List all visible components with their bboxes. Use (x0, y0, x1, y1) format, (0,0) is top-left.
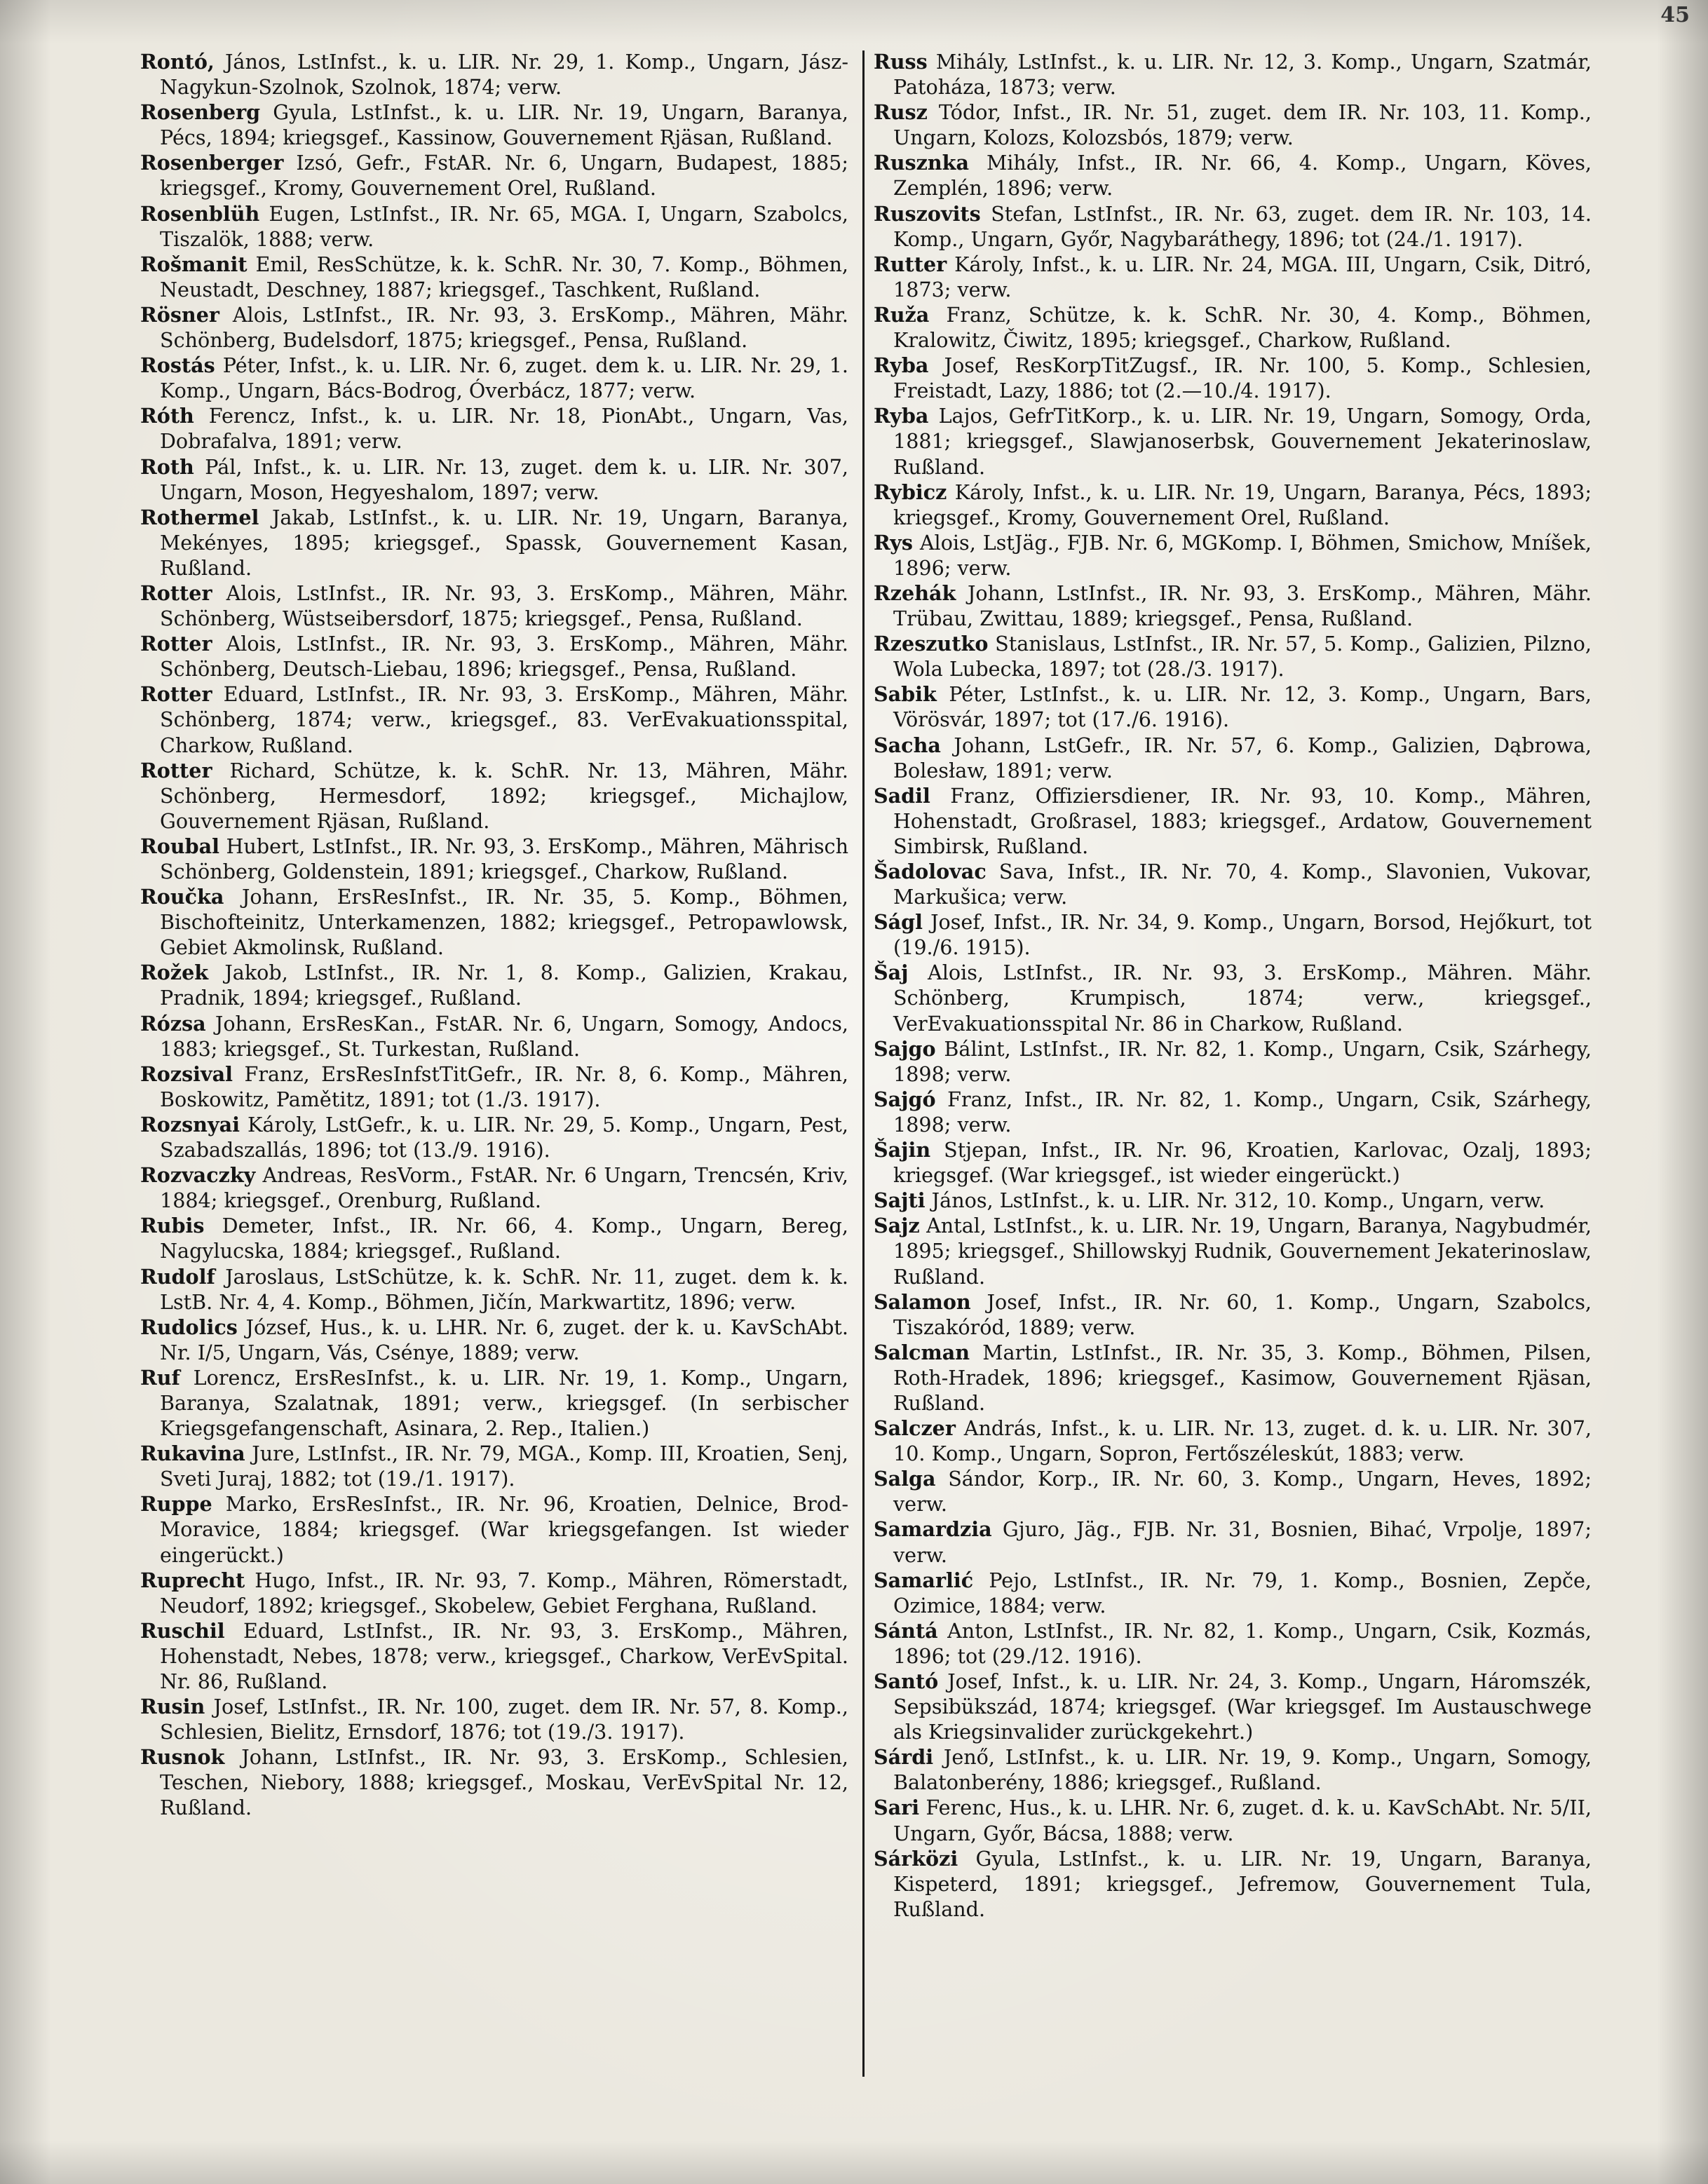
entry-surname: Šadolovac (874, 860, 987, 883)
entry-details: Károly, LstGefr., k. u. LIR. Nr. 29, 5. Komp., Ungarn, Pest, Szabadszallás, 1896; tot (13./9. 1916). (160, 1112, 848, 1162)
entry-surname: Rožek (140, 961, 209, 985)
entry-details: Franz, Infst., IR. Nr. 82, 1. Komp., Ungarn, Csik, Szárhegy, 1898; verw. (893, 1087, 1592, 1137)
register-entry (874, 1289, 1592, 1340)
register-entry (140, 1011, 848, 1062)
entry-surname: Ságl (874, 910, 923, 935)
register-entry (140, 403, 848, 454)
register-entry (140, 1491, 848, 1567)
entry-details: Ferenc, Hus., k. u. LHR. Nr. 6, zuget. d. k. u. KavSchAbt. Nr. 5/II, Ungarn, Győr, Bácsa, 1888; verw. (893, 1796, 1592, 1845)
entry-surname: Ruschil (140, 1618, 225, 1643)
register-entry (874, 150, 1592, 201)
entry-details: Jaroslaus, LstSchütze, k. k. SchR. Nr. 11, zuget. dem k. k. LstB. Nr. 4, 4. Komp., Böhmen, Jičín, Markwartitz, 1896; verw. (160, 1264, 848, 1314)
register-entry (874, 302, 1592, 353)
entry-details: Hugo, Infst., IR. Nr. 93, 7. Komp., Mähren, Römerstadt, Neudorf, 1892; kriegsgef., Skobelew, Gebiet Ferghana, Rußland. (160, 1568, 848, 1617)
entry-details: Johann, ErsResKan., FstAR. Nr. 6, Ungarn, Somogy, Andocs, 1883; kriegsgef., St. Turkestan, Rußland. (160, 1011, 848, 1061)
entry-details: János, LstInfst., k. u. LIR. Nr. 312, 10. Komp., Ungarn, verw. (925, 1188, 1545, 1213)
entry-surname: Rošmanit (140, 252, 248, 276)
entry-surname: Rzeszutko (874, 632, 989, 656)
entry-details: András, Infst., k. u. LIR. Nr. 13, zuget. d. k. u. LIR. Nr. 307, 10. Komp., Ungarn, Sopron, Fertőszéleskút, 1883; verw. (893, 1416, 1592, 1466)
entry-surname: Salcman (874, 1340, 970, 1364)
entry-details: Josef, LstInfst., IR. Nr. 100, zuget. dem IR. Nr. 57, 8. Komp., Schlesien, Bielitz, Ernsdorf, 1876; tot (19./3. 1917). (160, 1695, 848, 1744)
entry-details: Péter, LstInfst., k. u. LIR. Nr. 12, 3. Komp., Ungarn, Bars, Vörösvár, 1897; tot (17./6. 1916). (893, 682, 1592, 732)
entry-surname: Rosenblüh (140, 201, 260, 226)
entry-details: Eugen, LstInfst., IR. Nr. 65, MGA. I, Ungarn, Szabolcs, Tiszalök, 1888; verw. (160, 201, 848, 251)
register-entry (874, 252, 1592, 302)
register-entry (140, 1062, 848, 1112)
entry-details: Josef, ResKorpTitZugsf., IR. Nr. 100, 5. Komp., Schlesien, Freistadt, Lazy, 1886; tot (2.—10./4. 1917). (893, 353, 1592, 403)
entry-surname: Sárközi (874, 1846, 958, 1871)
register-entry (140, 454, 848, 505)
register-entry (140, 302, 848, 353)
register-entry (140, 884, 848, 960)
entry-details: József, Hus., k. u. LHR. Nr. 6, zuget. der k. u. KavSchAbt. Nr. I/5, Ungarn, Vás, Csénye, 1889; verw. (160, 1315, 848, 1364)
entry-details: Gjuro, Jäg., FJB. Nr. 31, Bosnien, Bihać, Vrpolje, 1897; verw. (893, 1517, 1592, 1567)
entry-surname: Šajin (874, 1138, 931, 1162)
entry-surname: Rothermel (140, 505, 259, 529)
register-entry (140, 1213, 848, 1263)
register-entry (874, 1744, 1592, 1795)
entry-details: Andreas, ResVorm., FstAR. Nr. 6 Ungarn, Trencsén, Kriv, 1884; kriegsgef., Orenburg, Rußland. (160, 1163, 848, 1213)
page-number: 45 (1660, 3, 1690, 27)
entry-details: Josef, Infst., IR. Nr. 60, 1. Komp., Ungarn, Szabolcs, Tiszakóród, 1889; verw. (893, 1289, 1592, 1339)
entry-details: Anton, LstInfst., IR. Nr. 82, 1. Komp., Ungarn, Csik, Kozmás, 1896; tot (29./12. 1916). (893, 1618, 1592, 1668)
register-entry (874, 859, 1592, 909)
register-entry (140, 834, 848, 884)
entry-surname: Rusznka (874, 151, 970, 175)
entry-surname: Rotter (140, 581, 212, 605)
entry-surname: Samardzia (874, 1517, 992, 1542)
register-entry (140, 1264, 848, 1315)
register-entry (140, 100, 848, 150)
entry-details: Jakab, LstInfst., k. u. LIR. Nr. 19, Ungarn, Baranya, Mekényes, 1895; kriegsgef., Spassk, Gouvernement Kasan, Rußland. (160, 505, 848, 580)
entry-surname: Rontó, (140, 50, 215, 74)
entry-details: Franz, ErsResInfstTitGefr., IR. Nr. 8, 6. Komp., Mähren, Boskowitz, Pamětitz, 1891; tot (1./3. 1917). (160, 1062, 848, 1111)
entry-details: Alois, LstInfst., IR. Nr. 93, 3. ErsKomp., Mähren, Mähr. Schönberg, Wüstseibersdorf, 1875; kriegsgef., Pensa, Rußland. (160, 581, 848, 631)
entry-surname: Sabik (874, 682, 937, 707)
entry-surname: Ruf (140, 1365, 180, 1390)
entry-details: Mihály, Infst., IR. Nr. 66, 4. Komp., Ungarn, Köves, Zemplén, 1896; verw. (893, 151, 1592, 201)
right-column (874, 49, 1592, 1922)
register-entry (140, 1441, 848, 1491)
register-entry (140, 1618, 848, 1694)
entry-surname: Rubis (140, 1214, 205, 1238)
entry-details: Richard, Schütze, k. k. SchR. Nr. 13, Mähren, Mähr. Schönberg, Hermesdorf, 1892; kriegsgef., Michajlow, Gouvernement Rjäsan, Rußland. (160, 758, 848, 833)
entry-details: Alois, LstInfst., IR. Nr. 93, 3. ErsKomp., Mähren, Mähr. Schönberg, Deutsch-Liebau, 1896; kriegsgef., Pensa, Rußland. (160, 632, 848, 681)
register-entry (874, 530, 1592, 581)
entry-details: Ferencz, Infst., k. u. LIR. Nr. 18, PionAbt., Ungarn, Vas, Dobrafalva, 1891; verw. (160, 404, 848, 454)
entry-surname: Sajgó (874, 1087, 936, 1111)
register-entry (140, 353, 848, 403)
register-entry (874, 1568, 1592, 1618)
entry-details: Josef, Infst., IR. Nr. 34, 9. Komp., Ungarn, Borsod, Hejőkurt, tot (19./6. 1915). (893, 910, 1592, 960)
register-entry (874, 1846, 1592, 1922)
register-entry (140, 631, 848, 681)
entry-details: Eduard, LstInfst., IR. Nr. 93, 3. ErsKomp., Mähren, Mähr. Schönberg, 1874; verw., kriegsgef., 83. VerEvakuationsspital, Charkow, Rußland. (160, 682, 848, 757)
register-entry (874, 403, 1592, 479)
entry-details: Izsó, Gefr., FstAR. Nr. 6, Ungarn, Budapest, 1885; kriegsgef., Kromy, Gouvernement Orel, Rußland. (160, 151, 848, 201)
entry-surname: Rózsa (140, 1011, 206, 1036)
entry-details: Károly, Infst., k. u. LIR. Nr. 24, MGA. III, Ungarn, Csik, Ditró, 1873; verw. (893, 252, 1592, 301)
register-entry (140, 1112, 848, 1162)
entry-details: Stefan, LstInfst., IR. Nr. 63, zuget. dem IR. Nr. 103, 14. Komp., Ungarn, Győr, Nagybaráthegy, 1896; tot (24./1. 1917). (893, 201, 1592, 251)
entry-details: Jakob, LstInfst., IR. Nr. 1, 8. Komp., Galizien, Krakau, Pradnik, 1894; kriegsgef., Rußland. (160, 961, 848, 1010)
entry-surname: Rozsival (140, 1062, 233, 1086)
entry-details: Lorencz, ErsResInfst., k. u. LIR. Nr. 19, 1. Komp., Ungarn, Baranya, Szalatnak, 1891; verw., kriegsgef. (In serbischer Kriegsgefangenschaft, Asinara, 2. Rep., Italien.) (160, 1365, 848, 1441)
entry-details: Alois, LstInfst., IR. Nr. 93, 3. ErsKomp., Mähren. Mähr. Schönberg, Krumpisch, 1874; verw., kriegsgef., VerEvakuationsspital Nr. 86 in Charkow, Rußland. (893, 961, 1592, 1036)
entry-surname: Rys (874, 530, 913, 555)
entry-details: Sándor, Korp., IR. Nr. 60, 3. Komp., Ungarn, Heves, 1892; verw. (893, 1467, 1592, 1517)
entry-surname: Sajz (874, 1214, 920, 1238)
entry-details: Pejo, LstInfst., IR. Nr. 79, 1. Komp., Bosnien, Zepče, Ozimice, 1884; verw. (893, 1568, 1592, 1617)
register-entry (874, 1087, 1592, 1137)
register-entry (874, 201, 1592, 252)
entry-details: Johann, LstInfst., IR. Nr. 93, 3. ErsKomp., Mähren, Mähr. Trübau, Zwittau, 1889; kriegsgef., Pensa, Rußland. (893, 581, 1592, 631)
register-entry (874, 1416, 1592, 1466)
entry-surname: Rozsnyai (140, 1112, 240, 1137)
entry-surname: Ryba (874, 404, 929, 428)
entry-details: Lajos, GefrTitKorp., k. u. LIR. Nr. 19, Ungarn, Somogy, Orda, 1881; kriegsgef., Slawjanoserbsk, Gouvernement Jekaterinoslaw, Rußland. (893, 404, 1592, 479)
entry-details: Sava, Infst., IR. Nr. 70, 4. Komp., Slavonien, Vukovar, Markušica; verw. (893, 860, 1592, 909)
register-entry (874, 681, 1592, 732)
entry-details: Alois, LstInfst., IR. Nr. 93, 3. ErsKomp., Mähren, Mähr. Schönberg, Budelsdorf, 1875; kriegsgef., Pensa, Rußland. (160, 302, 848, 353)
entry-details: Johann, LstInfst., IR. Nr. 93, 3. ErsKomp., Schlesien, Teschen, Niebory, 1888; kriegsgef., Moskau, VerEvSpital Nr. 12, Rußland. (160, 1745, 848, 1820)
entry-surname: Rzehák (874, 581, 956, 605)
entry-details: Stjepan, Infst., IR. Nr. 96, Kroatien, Karlovac, Ozalj, 1893; kriegsgef. (War kriegsgef., ist wieder eingerückt.) (893, 1138, 1592, 1188)
entry-details: Jure, LstInfst., IR. Nr. 79, MGA., Komp. III, Kroatien, Senj, Sveti Juraj, 1882; tot (19./1. 1917). (160, 1442, 848, 1491)
entry-surname: Ruppe (140, 1492, 212, 1517)
register-entry (140, 1162, 848, 1213)
register-entry (874, 1340, 1592, 1416)
entry-details: Martin, LstInfst., IR. Nr. 35, 3. Komp., Böhmen, Pilsen, Roth-Hradek, 1896; kriegsgef., Kasimow, Gouvernement Rjäsan, Rußland. (893, 1340, 1592, 1415)
entry-surname: Rusin (140, 1695, 205, 1719)
register-entry (140, 1568, 848, 1618)
entry-surname: Rusnok (140, 1745, 225, 1770)
entry-surname: Rotter (140, 682, 212, 707)
register-entry (874, 909, 1592, 960)
entry-surname: Šaj (874, 961, 909, 985)
entry-details: Emil, ResSchütze, k. k. SchR. Nr. 30, 7. Komp., Böhmen, Neustadt, Deschney, 1887; kriegsgef., Taschkent, Rußland. (160, 252, 848, 301)
entry-details: Eduard, LstInfst., IR. Nr. 93, 3. ErsKomp., Mähren, Hohenstadt, Nebes, 1878; verw., kriegsgef., Charkow, VerEvSpital. Nr. 86, Rußland. (160, 1618, 848, 1693)
entry-surname: Roučka (140, 885, 224, 909)
register-entry (874, 1795, 1592, 1845)
entry-surname: Róth (140, 404, 194, 428)
register-entry (140, 201, 848, 252)
entry-details: Marko, ErsResInfst., IR. Nr. 96, Kroatien, Delnice, Brod-Moravice, 1884; kriegsgef. (War kriegsgefangen. Ist wieder eingerückt.) (160, 1492, 848, 1567)
register-entry (874, 353, 1592, 403)
entry-details: Johann, LstGefr., IR. Nr. 57, 6. Komp., Galizien, Dąbrowa, Bolesław, 1891; verw. (893, 733, 1592, 782)
register-entry (874, 49, 1592, 100)
left-column (140, 49, 848, 1821)
entry-details: Pál, Infst., k. u. LIR. Nr. 13, zuget. dem k. u. LIR. Nr. 307, Ungarn, Moson, Hegyeshalom, 1897; verw. (160, 454, 848, 504)
register-entry (140, 681, 848, 757)
entry-surname: Roubal (140, 834, 220, 858)
entry-surname: Sari (874, 1796, 920, 1820)
entry-surname: Rösner (140, 302, 219, 327)
register-entry (140, 1365, 848, 1441)
entry-details: Mihály, LstInfst., k. u. LIR. Nr. 12, 3. Komp., Ungarn, Szatmár, Patoháza, 1873; verw. (893, 50, 1592, 100)
register-entry (140, 505, 848, 581)
entry-surname: Rozvaczky (140, 1163, 256, 1188)
register-entry (874, 631, 1592, 681)
entry-surname: Rutter (874, 252, 947, 276)
entry-surname: Ryba (874, 353, 929, 378)
register-entry (140, 581, 848, 631)
entry-surname: Russ (874, 50, 928, 74)
register-entry (140, 1315, 848, 1365)
entry-surname: Salga (874, 1467, 936, 1491)
entry-details: Johann, ErsResInfst., IR. Nr. 35, 5. Komp., Böhmen, Bischofteinitz, Unterkamenzen, 1882; kriegsgef., Petropawlowsk, Gebiet Akmolinsk, Rußland. (160, 885, 848, 960)
entry-surname: Salczer (874, 1416, 956, 1441)
entry-surname: Roth (140, 454, 194, 479)
entry-surname: Rudolics (140, 1315, 238, 1339)
register-entry (140, 960, 848, 1010)
entry-details: Gyula, LstInfst., k. u. LIR. Nr. 19, Ungarn, Baranya, Pécs, 1894; kriegsgef., Kassinow, Gouvernement Rjäsan, Rußland. (160, 100, 848, 150)
entry-details: Franz, Offiziersdiener, IR. Nr. 93, 10. Komp., Mähren, Hohenstadt, Großrasel, 1883; kriegsgef., Ardatow, Gouvernement Simbirsk, Rußland. (893, 783, 1592, 858)
register-entry (140, 758, 848, 834)
register-entry (140, 150, 848, 201)
register-entry (140, 1694, 848, 1744)
register-entry (874, 1618, 1592, 1669)
entry-surname: Sadil (874, 783, 930, 808)
entry-details: Hubert, LstInfst., IR. Nr. 93, 3. ErsKomp., Mähren, Mährisch Schönberg, Goldenstein, 1891; kriegsgef., Charkow, Rußland. (160, 834, 848, 883)
register-entry (874, 100, 1592, 150)
entry-surname: Ruža (874, 302, 930, 327)
entry-details: Antal, LstInfst., k. u. LIR. Nr. 19, Ungarn, Baranya, Nagybudmér, 1895; kriegsgef., Shillowskyj Rudnik, Gouvernement Jekaterinoslaw, Rußland. (893, 1214, 1592, 1289)
entry-details: Gyula, LstInfst., k. u. LIR. Nr. 19, Ungarn, Baranya, Kispeterd, 1891; kriegsgef., Jefremow, Gouvernement Tula, Rußland. (893, 1846, 1592, 1921)
entry-surname: Rybicz (874, 480, 947, 504)
register-entry (874, 1466, 1592, 1517)
register-entry (140, 252, 848, 302)
entry-details: Jenő, LstInfst., k. u. LIR. Nr. 19, 9. Komp., Ungarn, Somogy, Balatonberény, 1886; kriegsgef., Rußland. (893, 1745, 1592, 1795)
register-entry (874, 960, 1592, 1036)
entry-surname: Ruprecht (140, 1568, 245, 1592)
entry-surname: Salamon (874, 1289, 971, 1314)
register-entry (874, 1137, 1592, 1188)
entry-surname: Ruszovits (874, 201, 981, 226)
entry-details: Franz, Schütze, k. k. SchR. Nr. 30, 4. Komp., Böhmen, Kralowitz, Čiwitz, 1895; kriegsgef., Charkow, Rußland. (893, 302, 1592, 353)
register-entry (874, 1036, 1592, 1087)
entry-surname: Sárdi (874, 1745, 934, 1770)
register-entry (874, 480, 1592, 530)
entry-surname: Sajgo (874, 1036, 936, 1061)
entry-details: Josef, Infst., k. u. LIR. Nr. 24, 3. Komp., Ungarn, Háromszék, Sepsibükszád, 1874; kriegsgef. (War kriegsgef. Im Austauschwege als Kriegsinvalider zurückgekehrt.) (893, 1669, 1592, 1744)
entry-surname: Rudolf (140, 1264, 215, 1289)
register-entry (140, 49, 848, 100)
entry-surname: Rotter (140, 758, 212, 782)
entry-surname: Sacha (874, 733, 941, 757)
register-entry (874, 783, 1592, 859)
register-entry (874, 1669, 1592, 1744)
register-entry (874, 1213, 1592, 1289)
register-entry (874, 1188, 1592, 1213)
entry-details: Péter, Infst., k. u. LIR. Nr. 6, zuget. dem k. u. LIR. Nr. 29, 1. Komp., Ungarn, Bács-Bodrog, Óverbácz, 1877; verw. (160, 353, 848, 403)
entry-surname: Sajti (874, 1188, 926, 1213)
entry-surname: Rotter (140, 632, 212, 656)
entry-details: Alois, LstJäg., FJB. Nr. 6, MGKomp. I, Böhmen, Smichow, Mníšek, 1896; verw. (893, 530, 1592, 580)
register-entry (140, 1744, 848, 1820)
register-entry (874, 1517, 1592, 1567)
entry-details: Károly, Infst., k. u. LIR. Nr. 19, Ungarn, Baranya, Pécs, 1893; kriegsgef., Kromy, Gouvernement Orel, Rußland. (893, 480, 1592, 529)
entry-surname: Santó (874, 1669, 939, 1693)
entry-details: Bálint, LstInfst., IR. Nr. 82, 1. Komp., Ungarn, Csik, Szárhegy, 1898; verw. (893, 1036, 1592, 1086)
column-divider (862, 50, 865, 2077)
register-entry (874, 733, 1592, 783)
entry-details: Stanislaus, LstInfst., IR. Nr. 57, 5. Komp., Galizien, Pilzno, Wola Lubecka, 1897; tot (28./3. 1917). (893, 632, 1592, 681)
entry-surname: Rosenberg (140, 100, 261, 125)
entry-surname: Rosenberger (140, 151, 284, 175)
entry-surname: Sántá (874, 1618, 938, 1643)
entry-surname: Samarlić (874, 1568, 974, 1592)
entry-details: Demeter, Infst., IR. Nr. 66, 4. Komp., Ungarn, Bereg, Nagylucska, 1884; kriegsgef., Rußland. (160, 1214, 848, 1263)
entry-surname: Rukavina (140, 1442, 245, 1466)
register-entry (874, 581, 1592, 631)
entry-surname: Rusz (874, 100, 928, 125)
entry-surname: Rostás (140, 353, 215, 378)
entry-details: Tódor, Infst., IR. Nr. 51, zuget. dem IR. Nr. 103, 11. Komp., Ungarn, Kolozs, Kolozsbós, 1879; verw. (893, 100, 1592, 150)
entry-details: János, LstInfst., k. u. LIR. Nr. 29, 1. Komp., Ungarn, Jász-Nagykun-Szolnok, Szolnok, 1874; verw. (160, 50, 848, 100)
